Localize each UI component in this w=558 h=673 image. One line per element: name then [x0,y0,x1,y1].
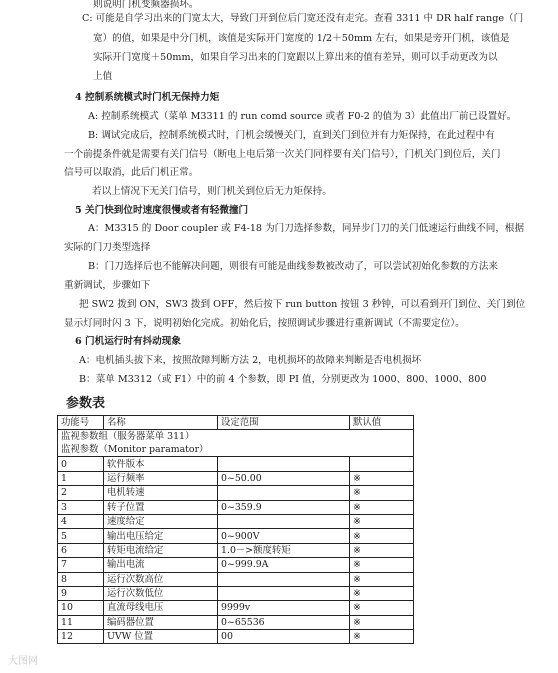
cell-default: ※ [350,615,414,629]
cell-name: 运行次数低位 [104,586,218,600]
cell-code: 6 [58,543,104,557]
paragraph-line: A：M3315 的 Door coupler 或 F4-18 为门刀选择参数，同异步门刀的关门低速运行曲线不同，根据 [88,223,525,234]
cell-name: 软件版本 [104,457,218,471]
cell-default: ※ [350,500,414,514]
table-row [58,486,414,500]
cell-default: ※ [350,586,414,600]
table-row [58,457,414,471]
table-row [58,529,414,543]
paragraph-line: 把 SW2 拨到 ON，SW3 拨到 OFF，然后按下 run button 按钮 3 秒钟，可以看到开门到位、关门到位 [79,299,526,310]
paragraph-line: 则说明门机变频器损坏。 [93,0,199,10]
cell-range: 0~900V [218,529,350,543]
section-title: 参数表 [66,396,106,411]
section-heading: 4 控制系统模式时门机无保持力矩 [75,92,220,103]
cell-code: 11 [58,615,104,629]
cell-range: 0~999.9A [218,558,350,572]
table-row [58,615,414,629]
cell-name: 转子位置 [104,500,218,514]
group-label-2: 监视参数（Monitor paramator） [58,443,414,457]
table-row [58,572,414,586]
cell-code: 10 [58,601,104,615]
paragraph-line: 实际开门宽度＋50mm，如果自学习出来的门宽跟以上算出来的值有差异，则可以手动更改为以 [93,52,498,63]
cell-name: 输出电压给定 [104,529,218,543]
paragraph-line: A: 控制系统模式（菜单 M3311 的 run comd source 或者 F0-2 的值为 3）此值出厂前已设置好。 [88,111,517,122]
table-row [58,586,414,600]
cell-name: 电机转速 [104,486,218,500]
paragraph-line: A：电机插头拔下来，按照故障判断方法 2，电机损坏的故障来判断是否电机损坏 [79,355,422,366]
cell-name: 运行频率 [104,471,218,485]
cell-name: 转矩电流给定 [104,543,218,557]
cell-name: UVW 位置 [104,630,218,644]
table-row [58,514,414,528]
cell-range: 00 [218,630,350,644]
cell-default: ※ [350,630,414,644]
cell-code: 5 [58,529,104,543]
cell-range [218,457,350,471]
table-row [58,543,414,557]
table-row [58,630,414,644]
cell-range: 1.0－>额度转矩 [218,543,350,557]
cell-range [218,514,350,528]
cell-name: 速度给定 [104,514,218,528]
paragraph-line: B：门刀选择后也不能解决问题，则很有可能是曲线参数被改动了，可以尝试初始化参数的方法来 [88,261,498,272]
cell-default: ※ [350,529,414,543]
cell-code: 7 [58,558,104,572]
cell-range: 9999v [218,601,350,615]
parameter-table [57,415,414,644]
cell-name: 编码器位置 [104,615,218,629]
cell-code: 3 [58,500,104,514]
paragraph-line: 一个前提条件就是需要有关门信号（断电上电后第一次关门同样要有关门信号），门机关门到位后，关门 [64,149,501,160]
cell-default: ※ [350,543,414,557]
paragraph-line: B: 调试完成后，控制系统模式时，门机会缓慢关门，直到关门到位并有力矩保持，在此过程中有 [88,130,495,141]
cell-code: 1 [58,471,104,485]
cell-default: ※ [350,471,414,485]
paragraph-line: 宽）的值，如果是中分门机，该值是实际开门宽度的 1/2＋50mm 左右，如果是旁开门机，该值是 [93,33,510,44]
table-row [58,471,414,485]
cell-range [218,586,350,600]
header-cell-default: 默认值 [350,416,414,430]
cell-code: 4 [58,514,104,528]
cell-code: 8 [58,572,104,586]
cell-default [350,457,414,471]
paragraph-line: 实际的门刀类型选择 [64,242,151,253]
cell-range: 0~50.00 [218,471,350,485]
cell-range [218,486,350,500]
cell-code: 0 [58,457,104,471]
header-cell-name: 名称 [104,416,218,430]
paragraph-line: 信号可以取消，此后门机正常。 [64,167,199,178]
table-row [58,601,414,615]
cell-range: 0~359.9 [218,500,350,514]
paragraph-line: 重新调试，步骤如下 [64,280,151,291]
paragraph-line: 若以上情况下无关门信号，则门机关到位后无力矩保持。 [92,186,332,197]
group-row [58,443,414,457]
table-row [58,558,414,572]
cell-default: ※ [350,558,414,572]
cell-default: ※ [350,514,414,528]
cell-default: ※ [350,486,414,500]
paragraph-line: C: 可能是自学习出来的门宽太大，导致门开到位后门宽还没有走完。查看 3311 中 DR half range（门 [82,13,524,24]
cell-name: 运行次数高位 [104,572,218,586]
header-cell-range: 设定范围 [218,416,350,430]
header-cell-code: 功能号 [58,416,104,430]
table-row [58,500,414,514]
paragraph-line: 上值 [93,71,113,82]
cell-range: 0~65536 [218,615,350,629]
group-label-1: 监视参数组（服务器菜单 311） [58,430,414,444]
cell-name: 输出电流 [104,558,218,572]
cell-name: 直流母线电压 [104,601,218,615]
section-heading: 5 关门快到位时速度很慢或者有轻微撞门 [75,205,249,216]
cell-code: 2 [58,486,104,500]
cell-code: 12 [58,630,104,644]
paragraph-line: 显示灯同时闪 3 下，说明初始化完成。初始化后，按照调试步骤进行重新调试（不需要定位）。 [64,318,465,329]
group-row [58,430,414,444]
paragraph-line: B：菜单 M3312（或 F1）中的前 4 个参数，即 PI 值，分别更改为 1000、800、1000、800 [79,374,487,385]
cell-range [218,572,350,586]
cell-default: ※ [350,601,414,615]
cell-code: 9 [58,586,104,600]
section-heading: 6 门机运行时有抖动现象 [75,336,181,347]
table-header-row [58,416,414,430]
watermark-logo: 大图网 [8,656,38,667]
cell-default: ※ [350,572,414,586]
